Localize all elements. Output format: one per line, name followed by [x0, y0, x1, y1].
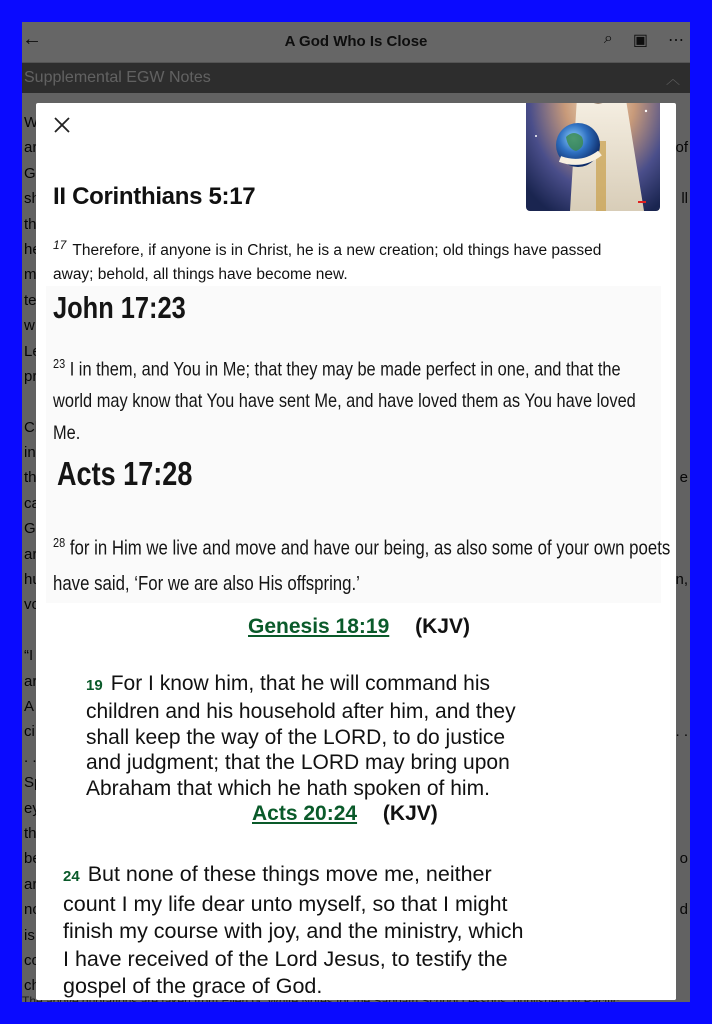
- john-line-3: Me.: [53, 422, 81, 444]
- acts-20-24-verse: [63, 861, 523, 1000]
- popup-verse: [53, 233, 643, 287]
- acts-20-24-line-3: finish my course with joy, and the ministry, which: [63, 919, 524, 943]
- genesis-line-1: 19 For I know him, that he will command his: [86, 672, 490, 695]
- close-icon: [50, 113, 74, 137]
- verse-text: Therefore, if anyone is in Christ, he is a new creation; old things have passed away; behold, all things have become new.: [53, 242, 602, 284]
- acts-20-24-line-4: I have received of the Lord Jesus, to testify the: [63, 946, 508, 971]
- acts-20-24-reference: Acts 20:24 (KJV): [252, 802, 438, 825]
- acts-17-28-title: Acts 17:28: [57, 455, 193, 492]
- acts-20-24-line-5: gospel of the grace of God.: [63, 974, 323, 998]
- john-17-23-image: [46, 286, 661, 458]
- john-line-2: world may know that You have sent Me, and have loved them as You have loved: [53, 390, 636, 412]
- verse-number: 17: [53, 238, 67, 252]
- acts-17-28-line-1: $^{28}$ for in Him we live and move and have our being, as also some of your own poets: [53, 535, 671, 560]
- kjv-verses-image: [63, 605, 676, 1000]
- acts-20-24-line-1: 24 But none of these things move me, neither: [63, 862, 492, 886]
- acts-17-28-line-2: have said, ‘For we are also His offspring.’: [53, 573, 360, 595]
- genesis-reference: Genesis 18:19 (KJV): [248, 615, 470, 638]
- verse-popup: [36, 103, 676, 1000]
- popup-title: II Corinthians 5:17: [53, 183, 256, 210]
- genesis-line-2: children and his household after him, and they: [86, 699, 516, 723]
- john-title: John 17:23: [53, 290, 186, 325]
- genesis-line-5: Abraham that which he hath spoken of him.: [86, 777, 490, 801]
- close-button[interactable]: [50, 113, 74, 137]
- genesis-verse: [86, 671, 516, 802]
- acts-20-24-link[interactable]: Acts 20:24: [252, 802, 358, 825]
- genesis-line-3: shall keep the way of the LORD, to do justice: [86, 725, 506, 749]
- john-line-1: $^{23}$ I in them, and You in Me; that they may be made perfect in one, and that the: [53, 356, 621, 381]
- genesis-link[interactable]: Genesis 18:19: [248, 615, 390, 638]
- jesus-globe-illustration: [526, 103, 660, 211]
- acts-17-28-image: [46, 455, 671, 603]
- genesis-line-4: and judgment; that the LORD may bring upon: [86, 751, 510, 775]
- acts-20-24-line-2: count I my life dear unto myself, so that I might: [63, 891, 508, 916]
- jesus-globe-icon: [526, 103, 660, 211]
